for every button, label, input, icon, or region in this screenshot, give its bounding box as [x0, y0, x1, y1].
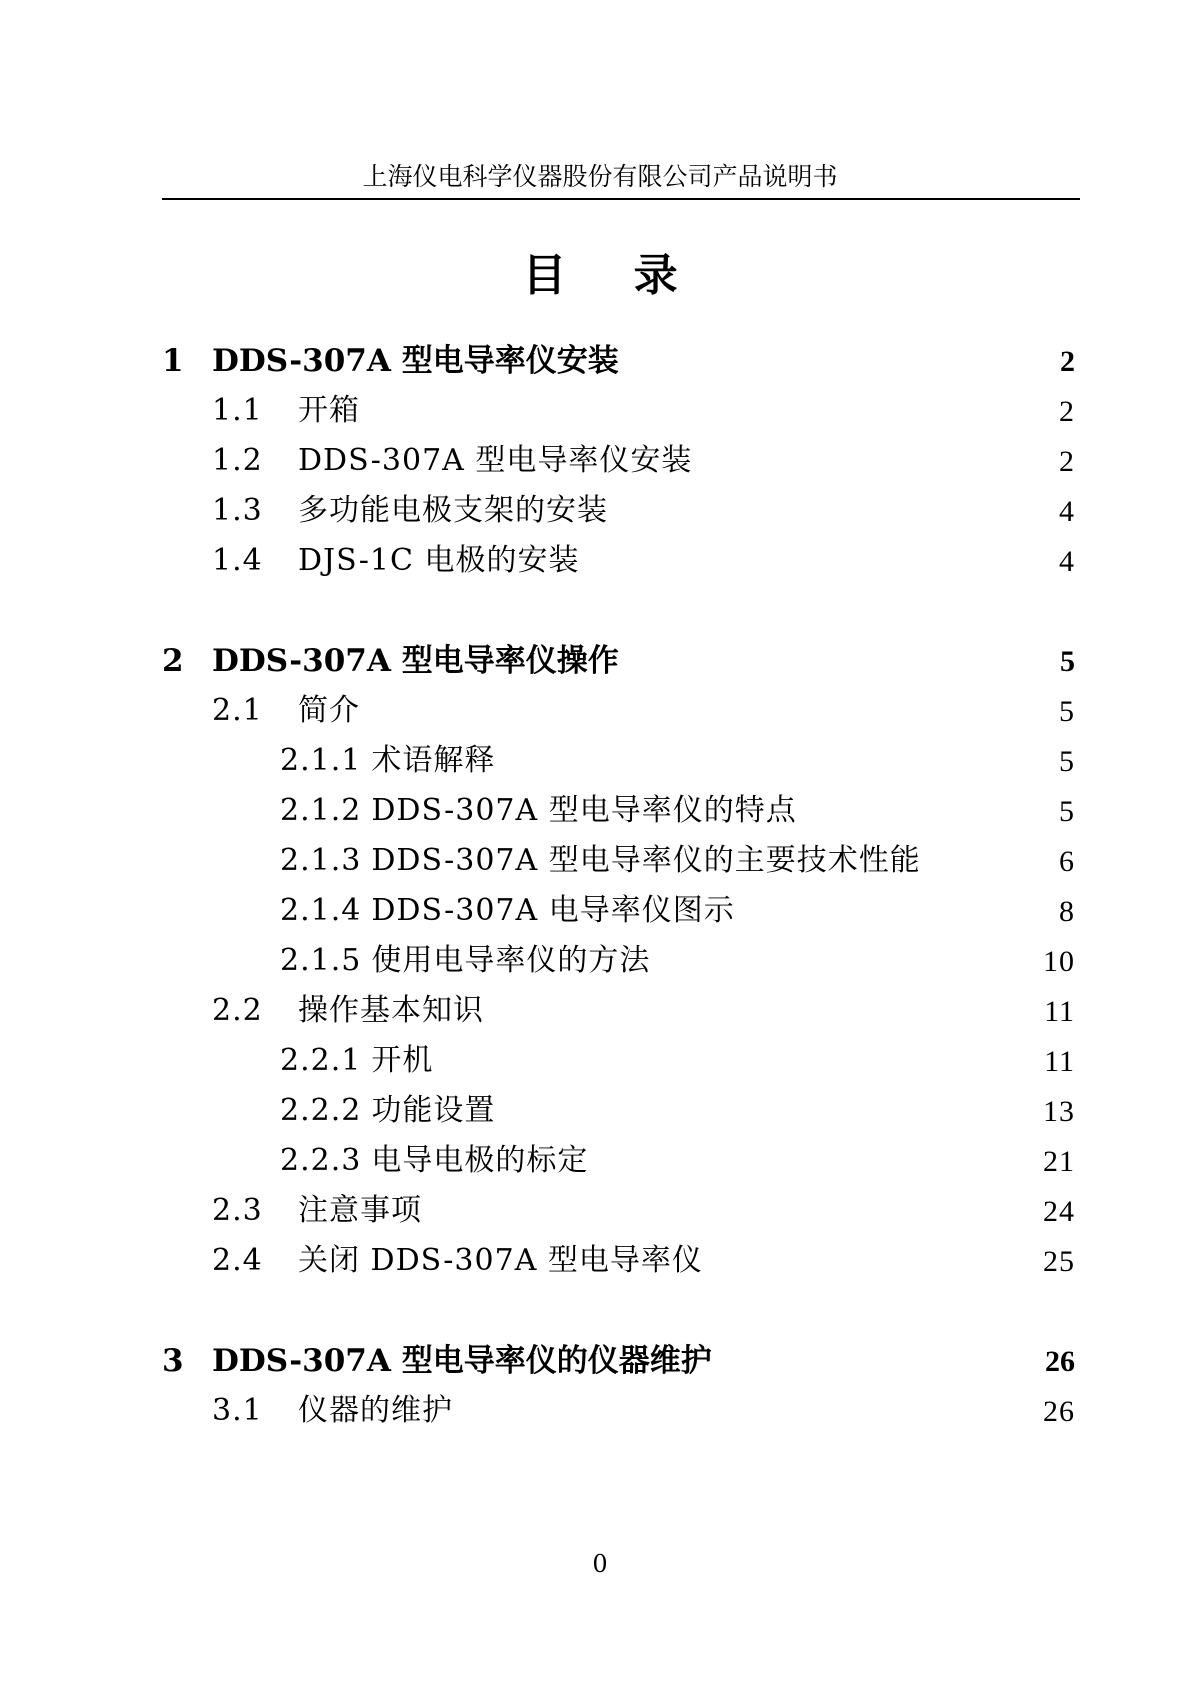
toc-dot-leader [455, 1393, 1003, 1423]
toc-entry-title: DDS-307A 型电导率仪的仪器维护 [212, 1343, 712, 1379]
toc-entry-number: 1.4 [212, 543, 263, 578]
toc-entry[interactable] [280, 735, 1075, 778]
toc-entry-number: 2.1 [212, 693, 263, 728]
page-title: 目 录 [522, 250, 704, 301]
toc-entry-title: 使用电导率仪的方法 [371, 943, 651, 978]
toc-entry-page: 26 [1043, 1395, 1075, 1428]
running-header: 上海仪电科学仪器股份有限公司产品说明书 [362, 162, 838, 191]
toc-entry-number: 3.1 [212, 1393, 263, 1428]
toc-entry-page: 2 [1060, 345, 1075, 378]
toc-entry-title: DJS-1C 电极的安装 [298, 543, 580, 578]
toc-entry[interactable] [162, 1335, 1075, 1379]
toc-entry-title: DDS-307A 型电导率仪操作 [212, 643, 619, 679]
toc-entry-title: 电导电极的标定 [371, 1143, 589, 1178]
toc-entry-page: 4 [1059, 545, 1075, 578]
toc-entry-number: 1 [162, 343, 184, 379]
toc-entry-number: 2.1.1 [280, 743, 362, 778]
toc-entry-title: DDS-307A 电导率仪图示 [371, 893, 735, 928]
toc-entry[interactable] [212, 535, 1075, 578]
toc-dot-leader [362, 693, 1003, 723]
toc-dot-leader [424, 1193, 1003, 1223]
toc-entry-number: 2.2.1 [280, 1043, 362, 1078]
toc-entry-title: 多功能电极支架的安装 [298, 493, 608, 528]
toc-entry-number: 2.1.2 [280, 793, 362, 828]
toc-entry-title: 操作基本知识 [298, 993, 484, 1028]
toc-dot-leader [694, 443, 1003, 473]
toc-entry-title: DDS-307A 型电导率仪的主要技术性能 [371, 843, 921, 878]
toc-entry[interactable] [162, 635, 1075, 679]
toc-entry-page: 5 [1059, 795, 1075, 828]
toc-entry-page: 10 [1043, 945, 1075, 978]
toc-entry-title: DDS-307A 型电导率仪安装 [298, 443, 693, 478]
toc-entry-page: 5 [1060, 645, 1075, 678]
toc-entry-number: 1.1 [212, 393, 263, 428]
toc-dot-leader [362, 393, 1003, 423]
toc-entry-number: 1.2 [212, 443, 263, 478]
page-number: 0 [592, 1550, 608, 1578]
toc-dot-leader [486, 993, 1003, 1023]
toc-entry-number: 2.1.5 [280, 943, 362, 978]
toc-entry[interactable] [212, 1385, 1075, 1428]
toc-entry-page: 5 [1059, 745, 1075, 778]
toc-entry-number: 2.2.3 [280, 1143, 362, 1178]
toc-entry-page: 13 [1043, 1095, 1075, 1128]
toc-dot-leader [497, 1093, 1003, 1123]
toc-entry[interactable] [280, 1085, 1075, 1128]
toc-entry-page: 25 [1043, 1245, 1075, 1278]
toc-entry-page: 26 [1045, 1345, 1075, 1378]
toc-entry-number: 1.3 [212, 493, 263, 528]
toc-entry-page: 5 [1059, 695, 1075, 728]
toc-entry[interactable] [162, 335, 1075, 379]
toc-entry-number: 2.3 [212, 1193, 263, 1228]
toc-entry-title: 功能设置 [371, 1093, 496, 1128]
toc-entry-number: 2.1.4 [280, 893, 362, 928]
toc-entry[interactable] [280, 785, 1075, 828]
toc-dot-leader [621, 343, 1003, 374]
toc-entry[interactable] [280, 835, 1075, 878]
toc-entry-title: 仪器的维护 [298, 1393, 453, 1428]
toc-entry-title: 术语解释 [371, 743, 496, 778]
toc-dot-leader [799, 793, 1003, 823]
toc-entry-title: 简介 [298, 693, 360, 728]
toc-entry[interactable] [212, 685, 1075, 728]
toc-entry-number: 2.4 [212, 1243, 263, 1278]
toc-dot-leader [610, 493, 1003, 523]
toc-entry-page: 8 [1059, 895, 1075, 928]
toc-dot-leader [435, 1043, 1003, 1073]
toc-dot-leader [923, 843, 1003, 873]
toc-entry-title: 开机 [371, 1043, 434, 1078]
toc-entry-page: 21 [1043, 1145, 1075, 1178]
toc-entry-page: 11 [1044, 1045, 1075, 1078]
toc-dot-leader [652, 943, 1003, 973]
toc-entry[interactable] [212, 1185, 1075, 1228]
toc-entry[interactable] [212, 1235, 1075, 1278]
toc-entry-title: DDS-307A 型电导率仪安装 [212, 343, 619, 379]
toc-entry-title: 注意事项 [298, 1193, 422, 1228]
toc-dot-leader [621, 643, 1003, 674]
toc-dot-leader [737, 893, 1003, 923]
toc-dot-leader [590, 1143, 1003, 1173]
toc-entry-number: 2.1.3 [280, 843, 362, 878]
toc-entry-page: 2 [1059, 445, 1075, 478]
toc-dot-leader [705, 1243, 1003, 1273]
toc-entry[interactable] [280, 1035, 1075, 1078]
toc-entry-title: 关闭 DDS-307A 型电导率仪 [298, 1243, 703, 1278]
toc-entry-page: 2 [1059, 395, 1075, 428]
toc-entry[interactable] [280, 935, 1075, 978]
toc-entry-number: 3 [162, 1343, 184, 1379]
toc-entry[interactable] [212, 435, 1075, 478]
toc-entry-page: 6 [1059, 845, 1075, 878]
toc-entry-title: 开箱 [298, 393, 360, 428]
toc-entry[interactable] [212, 985, 1075, 1028]
toc-entry[interactable] [212, 385, 1075, 428]
toc-entry-number: 2 [162, 643, 184, 679]
toc-entry[interactable] [280, 1135, 1075, 1178]
toc-entry-page: 4 [1059, 495, 1075, 528]
toc-entry-page: 24 [1043, 1195, 1075, 1228]
toc-dot-leader [497, 743, 1003, 773]
toc-dot-leader [714, 1343, 1003, 1374]
toc-entry-page: 11 [1044, 995, 1075, 1028]
toc-entry[interactable] [280, 885, 1075, 928]
toc-entry-number: 2.2.2 [280, 1093, 362, 1128]
toc-entry[interactable] [212, 485, 1075, 528]
toc-dot-leader [581, 543, 1003, 573]
toc-entry-title: DDS-307A 型电导率仪的特点 [371, 793, 797, 828]
toc-entry-number: 2.2 [212, 993, 263, 1028]
